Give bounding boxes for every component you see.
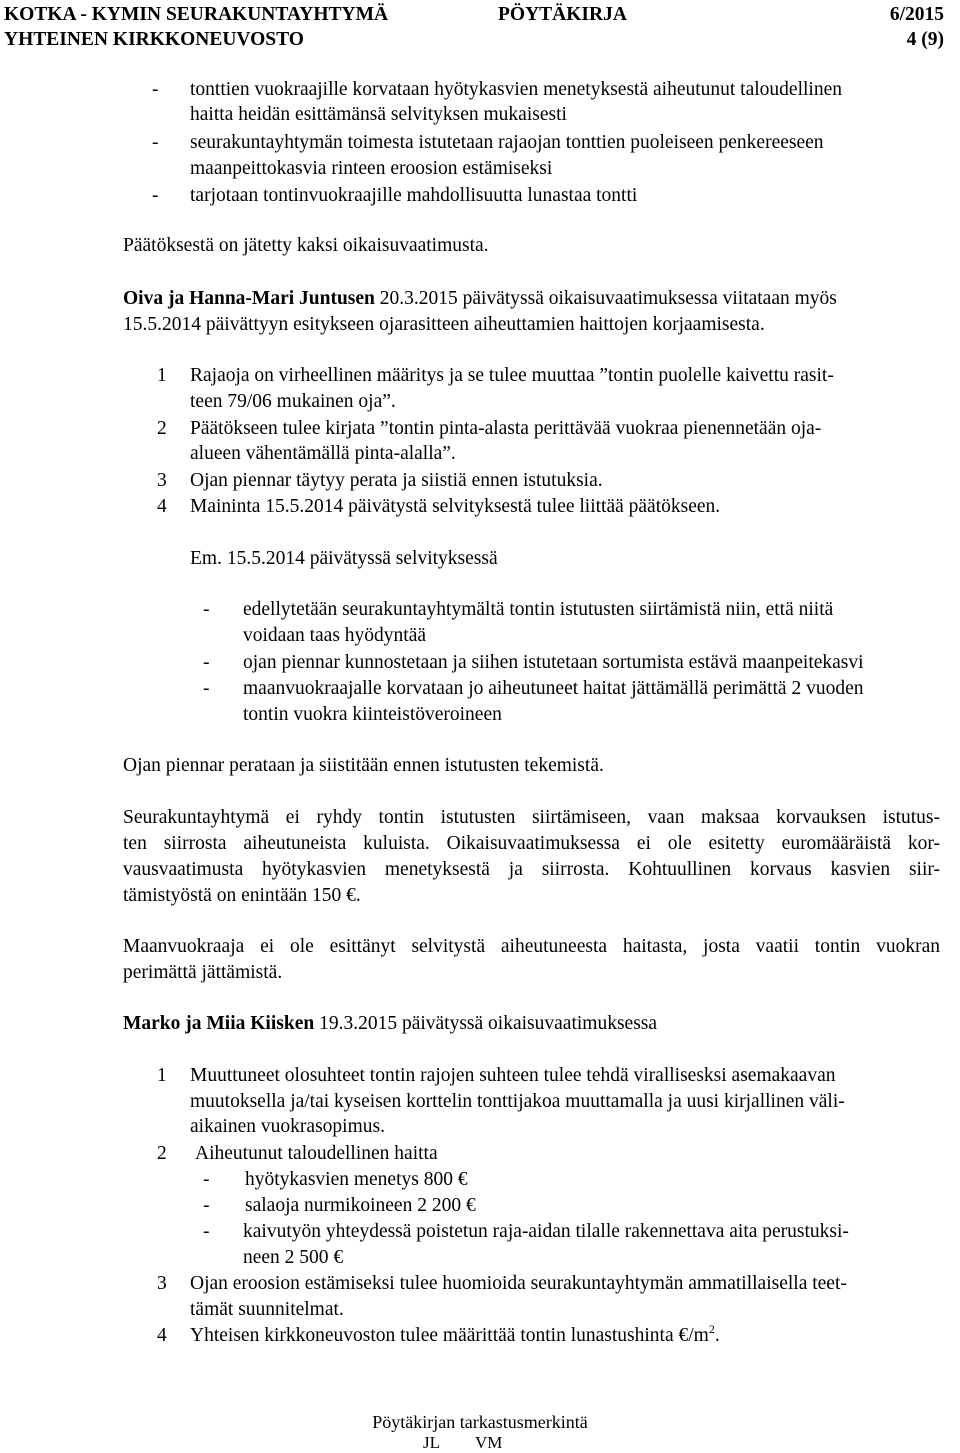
org-subunit: YHTEINEN KIRKKONEUVOSTO — [4, 29, 304, 50]
item-text-end: . — [714, 1325, 720, 1346]
bullet-text: haitta heidän esittämänsä selvityksen mukaisesti — [190, 104, 567, 125]
bullet-text: salaoja nurmikoineen 2 200 € — [245, 1195, 476, 1216]
bullet-dash: - — [203, 1169, 210, 1190]
paragraph-line: ten siirrosta aiheutuneista kuluista. Oikaisuvaatimuksessa ei ole esitetty euromääräistä kor- — [123, 833, 940, 854]
item-text — [190, 1324, 720, 1348]
footer-label: Pöytäkirjan tarkastusmerkintä — [372, 1412, 588, 1432]
bullet-dash: - — [203, 1195, 210, 1216]
bullet-dash: - — [152, 79, 159, 100]
bullet-dash: - — [203, 1221, 210, 1242]
item-text: Päätökseen tulee kirjata ”tontin pinta-alasta perittävää vuokraa pienennetään oja- — [190, 418, 822, 439]
kiisken-heading — [123, 1012, 657, 1036]
item-text: Aiheutunut taloudellinen haitta — [195, 1143, 438, 1164]
org-name: KOTKA - KYMIN SEURAKUNTAYHTYMÄ — [4, 4, 389, 25]
doc-type: PÖYTÄKIRJA — [498, 4, 627, 25]
bullet-text: tonttien vuokraajille korvataan hyötykasvien menetyksestä aiheutunut taloudellinen — [190, 79, 842, 100]
appeal-date-text: 19.3.2015 päivätyssä oikaisuvaatimuksessa — [314, 1013, 658, 1034]
bullet-text: kaivutyön yhteydessä poistetun raja-aidan tilalle rakennettava aita perustuksi- — [243, 1221, 849, 1242]
paragraph-line: perimättä jättämistä. — [123, 962, 283, 983]
item-text: Ojan eroosion estämiseksi tulee huomioida seurakuntayhtymän ammatillaisella teet- — [190, 1273, 847, 1294]
bullet-dash: - — [203, 678, 210, 699]
doc-number: 6/2015 — [889, 4, 944, 25]
bullet-text: tarjotaan tontinvuokraajille mahdollisuutta lunastaa tontti — [190, 185, 638, 206]
bullet-text: hyötykasvien menetys 800 € — [245, 1169, 468, 1190]
bullet-text: tontin vuokra kiinteistöveroineen — [243, 704, 502, 725]
item-number: 3 — [157, 1273, 167, 1294]
item-text: aikainen vuokrasopimus. — [190, 1116, 385, 1137]
appellant-names: Marko ja Miia Kiisken — [123, 1013, 315, 1034]
footer-initials-2: VM — [475, 1433, 503, 1452]
appeal-date-text: 20.3.2015 päivätyssä oikaisuvaatimuksessa viitataan myös — [374, 288, 837, 309]
item-text: Muuttuneet olosuhteet tontin rajojen suhteen tulee tehdä virallisesksi asemakaavan — [190, 1065, 836, 1086]
item-text: teen 79/06 mukainen oja”. — [190, 391, 396, 412]
paragraph-line: Maanvuokraaja ei ole esittänyt selvitystä aiheutuneesta haitasta, josta vaatii tontin vuokran — [123, 936, 940, 957]
appellant-names: Oiva ja Hanna-Mari Juntusen — [123, 288, 375, 309]
superscript: 2 — [708, 1322, 715, 1336]
item-text: muutoksella ja/tai kyseisen korttelin tonttijakoa muuttamalla ja uusi kirjallinen väli- — [190, 1091, 845, 1112]
bullet-text: maanpeittokasvia rinteen eroosion estämiseksi — [190, 158, 553, 179]
bullet-text: neen 2 500 € — [243, 1247, 344, 1268]
appeal-note: Päätöksestä on jätetty kaksi oikaisuvaatimusta. — [123, 235, 489, 256]
item-number: 1 — [157, 1065, 167, 1086]
item-number: 3 — [157, 470, 167, 491]
bullet-text: edellytetään seurakuntayhtymältä tontin istutusten siirtämistä niin, että niitä — [243, 599, 834, 620]
bullet-text: voidaan taas hyödyntää — [243, 625, 427, 646]
bullet-dash: - — [152, 185, 159, 206]
bullet-dash: - — [203, 599, 210, 620]
item-text: alueen vähentämällä pinta-alalla”. — [190, 443, 456, 464]
item-text: Ojan piennar täytyy perata ja siistiä ennen istutuksia. — [190, 470, 603, 491]
paragraph-cleanup: Ojan piennar perataan ja siistitään ennen istutusten tekemistä. — [123, 755, 604, 776]
juntunen-heading — [123, 287, 837, 311]
item-text: Rajaoja on virheellinen määritys ja se tulee muuttaa ”tontin puolelle kaivettu rasit- — [190, 365, 834, 386]
paragraph-line: Seurakuntayhtymä ei ryhdy tontin istutusten siirtämiseen, vaan maksaa korvauksen istutus- — [123, 807, 940, 828]
page-number: 4 (9) — [906, 29, 944, 50]
item-text: Maininta 15.5.2014 päivätystä selvityksestä tulee liittää päätökseen. — [190, 496, 721, 517]
footer-initials-1: JL — [423, 1433, 440, 1452]
bullet-text: maanvuokraajalle korvataan jo aiheutuneet haitat jättämällä perimättä 2 vuoden — [243, 678, 864, 699]
bullet-text: seurakuntayhtymän toimesta istutetaan rajaojan tonttien puoleiseen penkereeseen — [190, 132, 824, 153]
paragraph-line: tämistyöstä on enintään 150 €. — [123, 885, 361, 906]
item-number: 4 — [157, 496, 167, 517]
bullet-dash: - — [152, 132, 159, 153]
bullet-dash: - — [203, 652, 210, 673]
em-heading: Em. 15.5.2014 päivätyssä selvityksessä — [190, 548, 498, 569]
item-number: 2 — [157, 418, 167, 439]
item-text: tämät suunnitelmat. — [190, 1299, 344, 1320]
item-number: 2 — [157, 1143, 167, 1164]
paragraph-line: vausvaatimusta hyötykasvien menetyksestä ja siirrosta. Kohtuullinen korvaus kasvien siir- — [123, 859, 940, 880]
bullet-text: ojan piennar kunnostetaan ja siihen istutetaan sortumista estävä maanpeitekasvi — [243, 652, 864, 673]
item-number: 4 — [157, 1325, 167, 1346]
juntunen-heading-cont: 15.5.2014 päivättyyn esitykseen ojarasitteen aiheuttamien haittojen korjaamisesta. — [123, 314, 765, 335]
item-number: 1 — [157, 365, 167, 386]
item-text-main: Yhteisen kirkkoneuvoston tulee määrittää tontin lunastushinta €/m — [190, 1325, 709, 1346]
